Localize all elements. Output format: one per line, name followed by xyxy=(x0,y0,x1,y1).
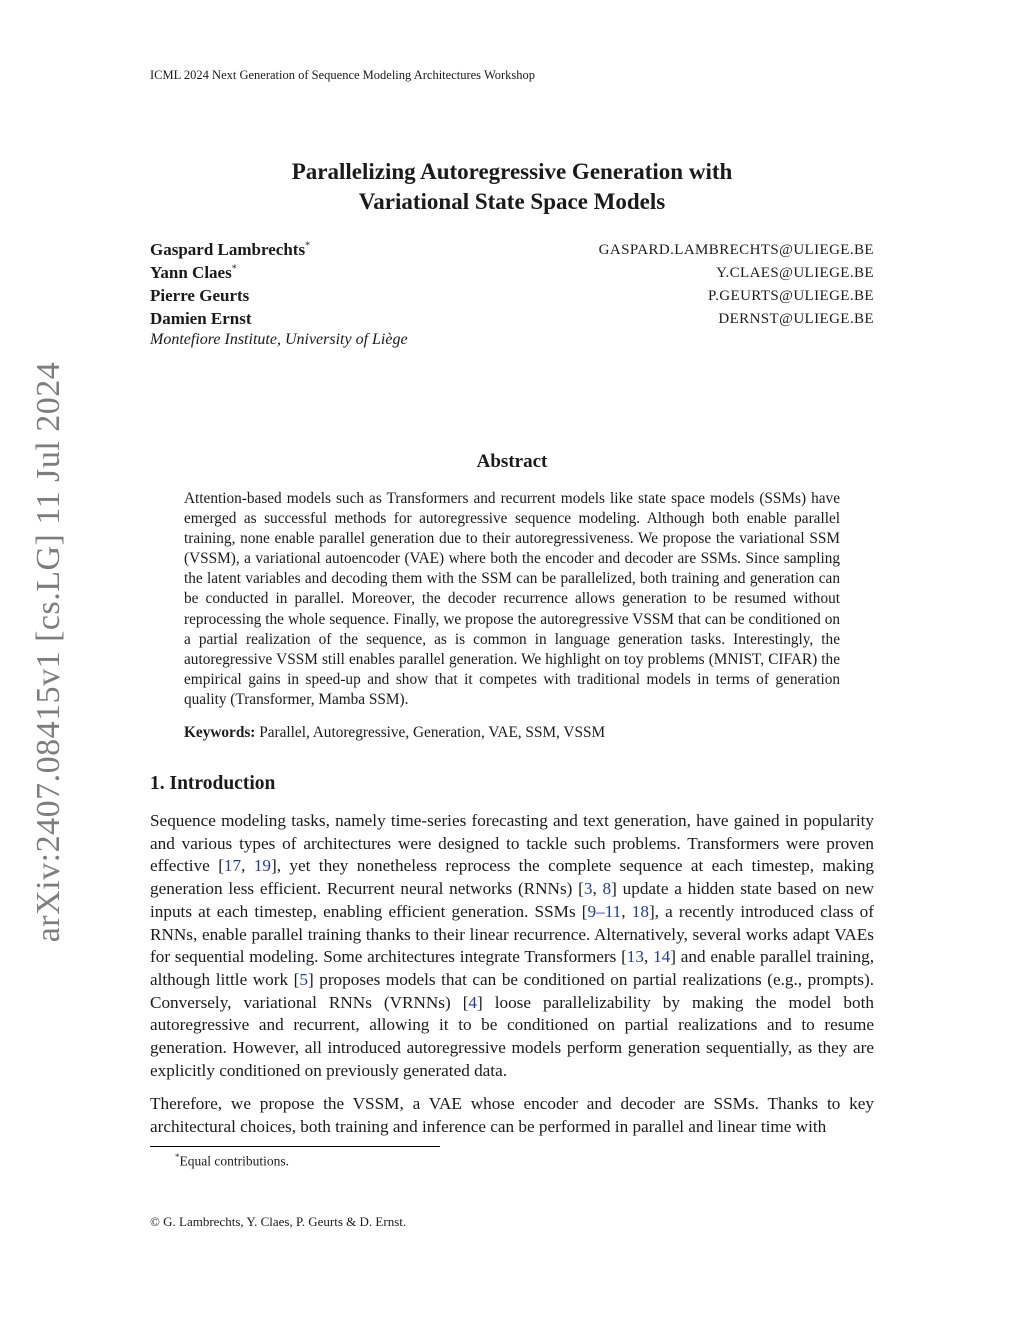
copyright-line: © G. Lambrechts, Y. Claes, P. Geurts & D. Ernst. xyxy=(150,1214,407,1229)
text-run: , xyxy=(592,879,603,899)
intro-paragraph-1 xyxy=(150,810,874,1082)
citation-link[interactable]: 8 xyxy=(602,879,612,899)
text-run: ], a recently introduced class of RNNs, enable parallel training thanks to their linear recurrence. Alternatively, several works adapt VAEs for sequential modeling. Some architectures integrate Transformers [ xyxy=(150,901,874,967)
citation-link[interactable]: 13 xyxy=(626,947,644,967)
text-run: , xyxy=(241,856,254,876)
citation-link[interactable]: 18 xyxy=(631,901,649,921)
section-heading-introduction: 1. Introduction xyxy=(150,773,276,794)
citation-link[interactable]: 4 xyxy=(468,992,478,1012)
text-run: Sequence modeling tasks, namely time-series forecasting and text generation, have gained in popularity and various types of architectures were designed to tackle such problems. Transformers were proven effective [ xyxy=(150,811,874,876)
text-run: ] and enable parallel training, although little work [ xyxy=(150,947,875,989)
author-email[interactable]: P.GEURTS@ULIEGE.BE xyxy=(708,288,874,304)
author-email[interactable]: Y.CLAES@ULIEGE.BE xyxy=(716,265,874,281)
keywords-text: Parallel, Autoregressive, Generation, VAE, SSM, VSSM xyxy=(259,724,606,741)
arxiv-stamp-text: arXiv:2407.08415v1 [cs.LG] 11 Jul 2024 xyxy=(30,361,67,943)
footnote-mark: * xyxy=(175,1152,180,1162)
running-header: ICML 2024 Next Generation of Sequence Modeling Architectures Workshop xyxy=(150,68,536,82)
text-run: ] proposes models that can be conditioned on partial realizations (e.g., prompts). Conversely, variational RNNs (VRNNs) [ xyxy=(150,969,874,1012)
author-name: Pierre Geurts xyxy=(150,286,250,305)
author-name: Gaspard Lambrechts xyxy=(150,240,306,259)
author-row xyxy=(150,240,874,260)
footnote-text: Equal contributions. xyxy=(179,1153,289,1169)
keywords-label: Keywords: xyxy=(184,724,256,741)
keywords xyxy=(184,724,605,742)
paper-title xyxy=(0,157,1024,217)
citation-link[interactable]: 9–11 xyxy=(587,901,622,921)
text-run: , xyxy=(621,901,632,921)
author-name: Yann Claes xyxy=(150,263,232,282)
citation-link[interactable]: 5 xyxy=(299,969,308,989)
citation-link[interactable]: 19 xyxy=(253,856,271,876)
author-name: Damien Ernst xyxy=(150,309,252,328)
text-run: ] update a hidden state based on new inputs at each timestep, enabling efficient generation. SSMs [ xyxy=(150,879,874,921)
text-run: , xyxy=(643,947,654,967)
author-row xyxy=(150,309,874,329)
abstract-text: Attention-based models such as Transformers and recurrent models like state space models (SSMs) have emerged as successful methods for autoregressive sequence modeling. Although both enable parallel training, none enable parallel generation due to their autoregressiveness. We propose the variational SSM (VSSM), a variational autoencoder (VAE) where both the encoder and decoder are SSMs. Since sampling the latent variables and decoding them with the SSM can be parallelized, both training and generation can be conducted in parallel. Moreover, the decoder recurrence allows generation to be resumed without reprocessing the whole sequence. Finally, we propose the autoregressive VSSM that can be conditioned on a partial realization of the sequence, as is common in language generation tasks. Interestingly, the autoregressive VSSM still enables parallel generation. We highlight on toy problems (MNIST, CIFAR) the empirical gains in speed-up and show that it competes with traditional models in terms of generation quality (Transformer, Mamba SSM). xyxy=(184,490,840,708)
equal-contribution-mark: * xyxy=(231,263,237,275)
title-line-2: Variational State Space Models xyxy=(358,189,666,214)
title-line-1: Parallelizing Autoregressive Generation with xyxy=(291,159,733,184)
footnote-rule xyxy=(150,1146,440,1147)
citation-link[interactable]: 3 xyxy=(583,879,593,899)
citation-link[interactable]: 17 xyxy=(223,856,242,876)
author-email[interactable]: DERNST@ULIEGE.BE xyxy=(718,311,874,327)
affiliation: Montefiore Institute, University of Liège xyxy=(150,331,408,348)
footnote xyxy=(175,1152,289,1170)
intro-paragraph-2: Therefore, we propose the VSSM, a VAE whose encoder and decoder are SSMs. Thanks to key architectural choices, both training and inference can be performed in parallel and linear time with xyxy=(150,1094,874,1136)
equal-contribution-mark: * xyxy=(305,240,311,252)
author-row xyxy=(150,286,874,306)
text-run: ], yet they nonetheless reprocess the complete sequence at each timestep, making generation less efficient. Recurrent neural networks (RNNs) [ xyxy=(150,856,875,899)
text-run: ] loose parallelizability by making the model both autoregressive and recurrent, allowing it to be conditioned on partial realizations and to resume generation. However, all introduced autoregressive models perform generation sequentially, as they are explicitly conditioned on previously generated data. xyxy=(150,992,874,1080)
abstract-heading: Abstract xyxy=(476,451,548,472)
author-email[interactable]: GASPARD.LAMBRECHTS@ULIEGE.BE xyxy=(598,242,874,258)
author-row xyxy=(150,263,874,283)
citation-link[interactable]: 14 xyxy=(653,947,671,967)
